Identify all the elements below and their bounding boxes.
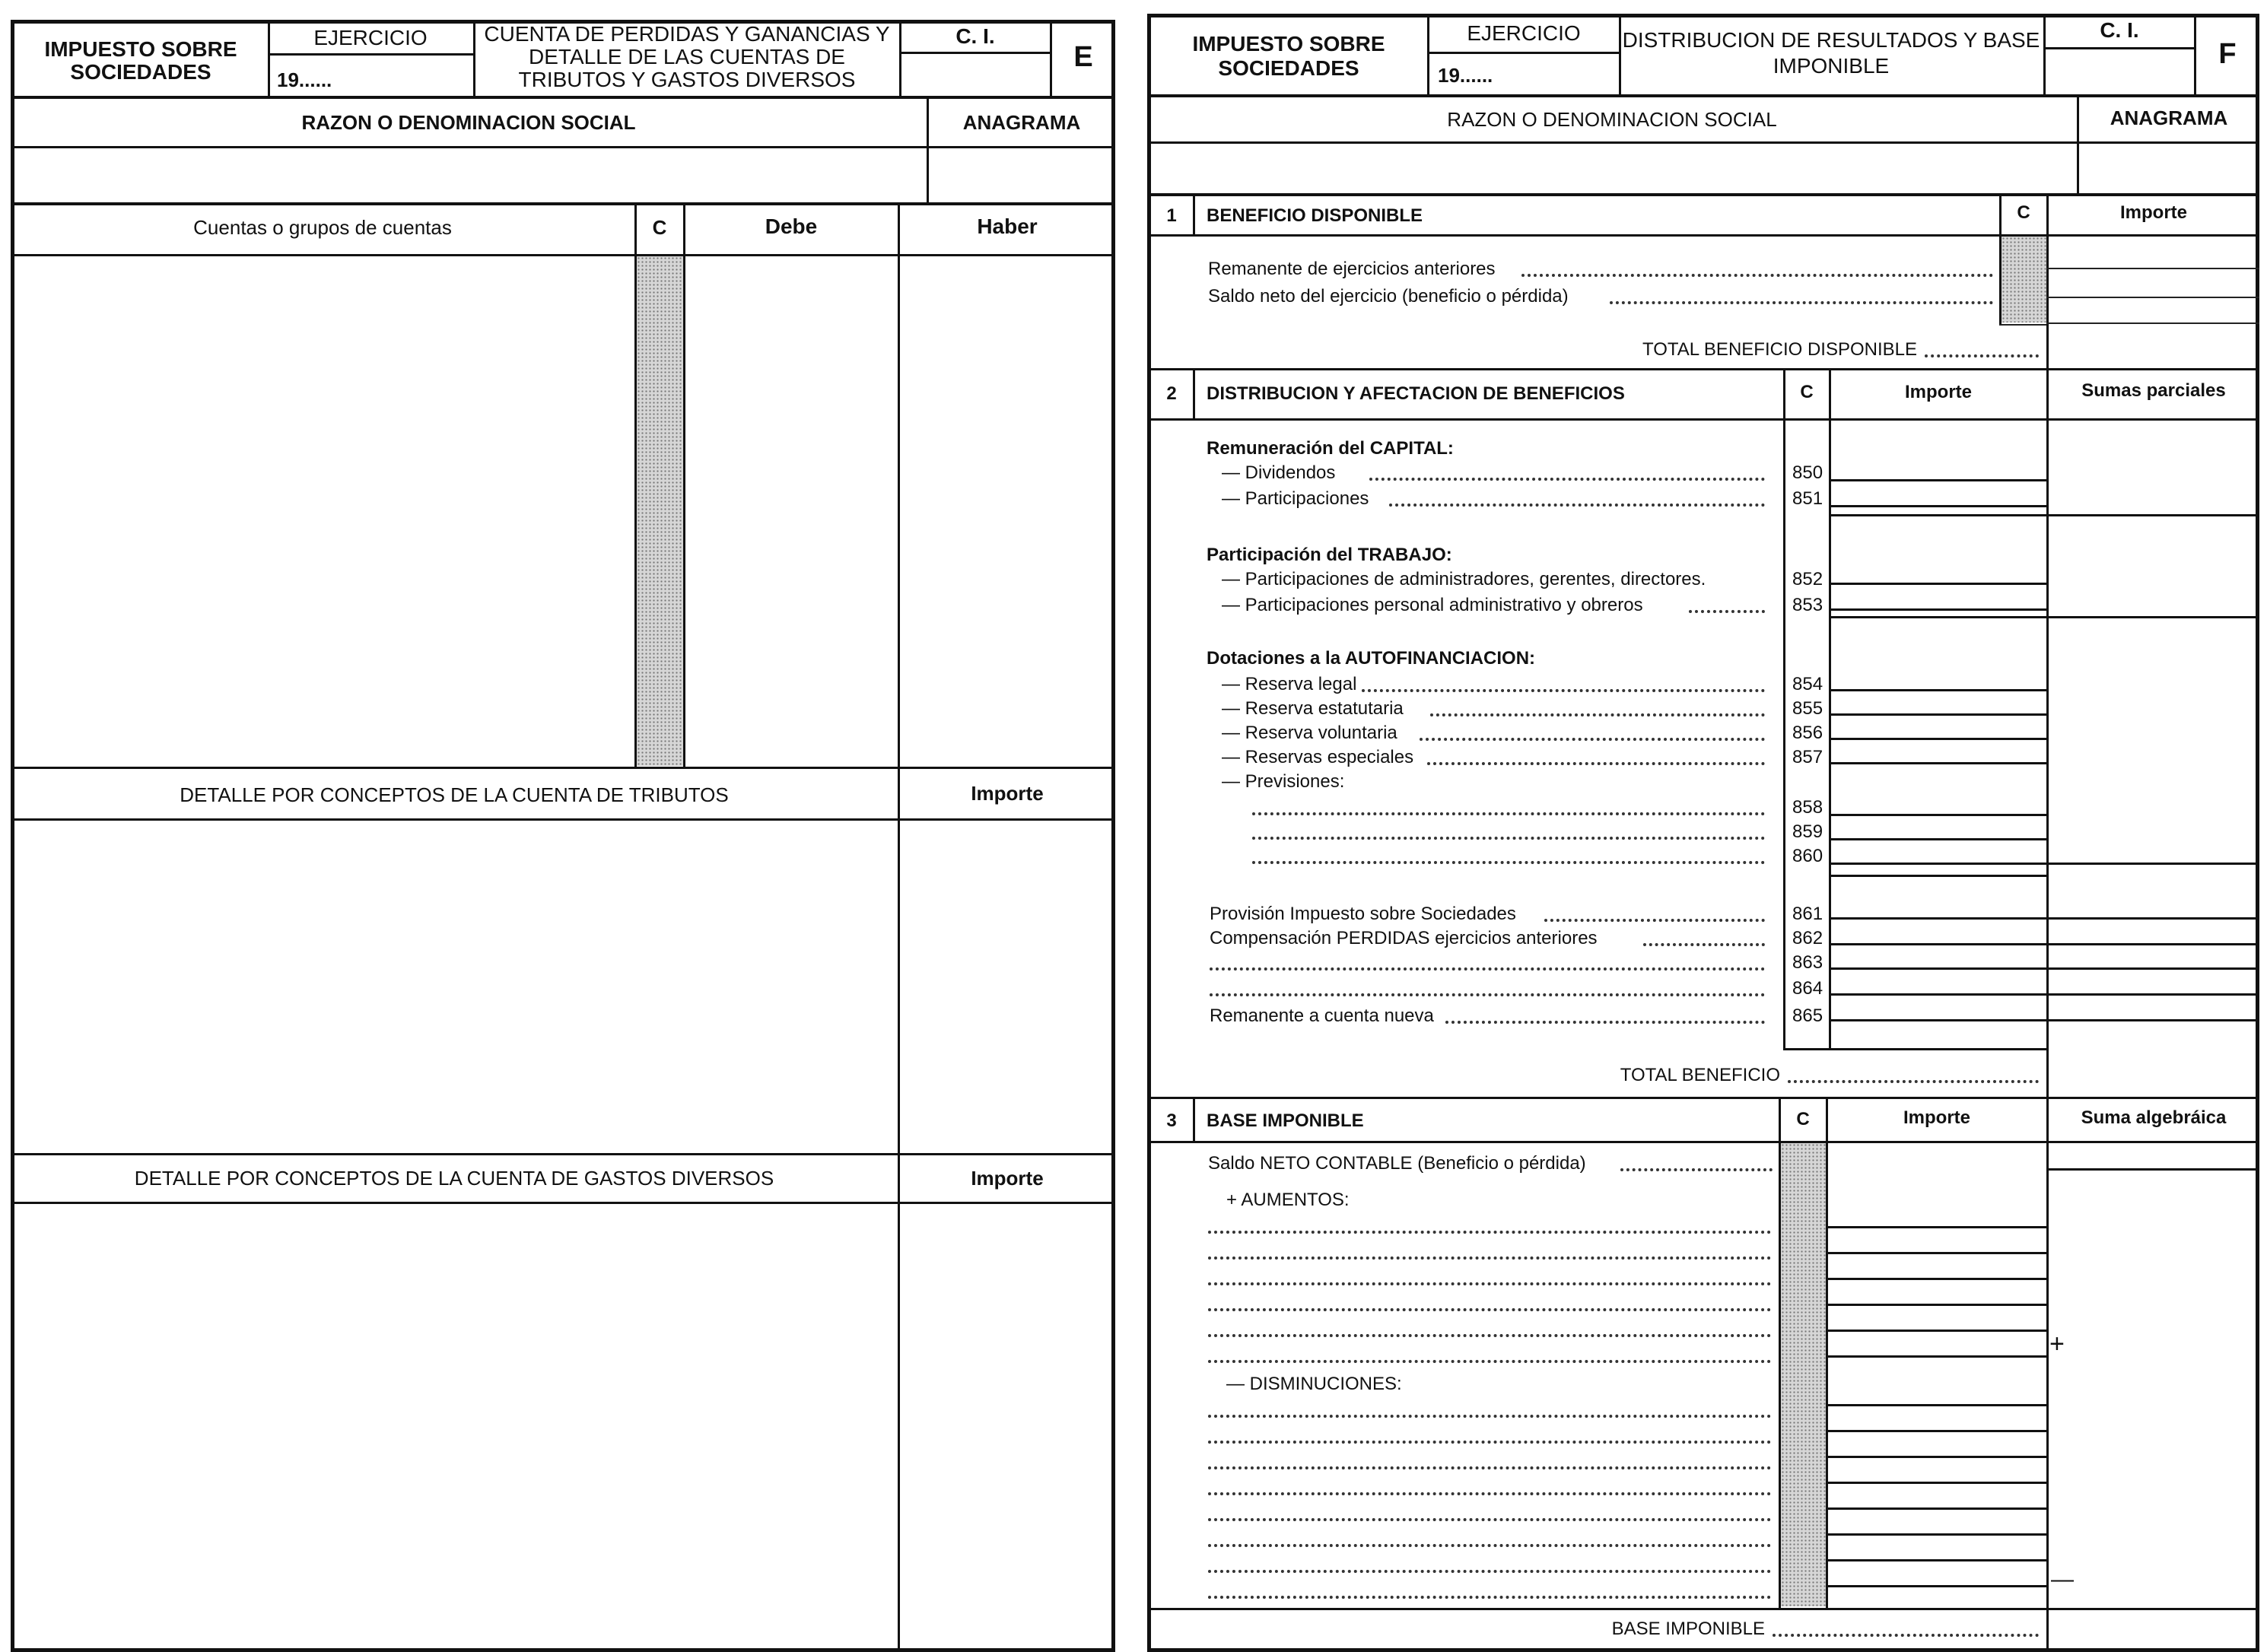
f-anagrama-label: ANAGRAMA xyxy=(2110,106,2228,129)
code-855: 855 xyxy=(1792,698,1823,719)
f-form-title: DISTRIBUCION DE RESULTADOS Y BASE IMPONIBLE xyxy=(1622,28,2040,78)
code-857: 857 xyxy=(1792,747,1823,767)
accounts-haber-area[interactable] xyxy=(901,259,1112,764)
f-ci-label: C. I. xyxy=(2100,18,2139,42)
razon-social-field[interactable] xyxy=(15,151,924,199)
s3-plus-sign: + xyxy=(2049,1330,2065,1358)
s3-total-field[interactable] xyxy=(2049,1611,2256,1647)
gastos-importe-label: Importe xyxy=(971,1167,1044,1190)
s2-remanente: Remanente a cuenta nueva xyxy=(1210,1005,1434,1026)
s2-part-personal: — Participaciones personal administrativo y obreros xyxy=(1222,595,1643,615)
s1-total: TOTAL BENEFICIO DISPONIBLE xyxy=(1642,339,1917,360)
gastos-detail-area[interactable] xyxy=(15,1206,895,1640)
form-title: CUENTA DE PERDIDAS Y GANANCIAS Y DETALLE DE LAS CUENTAS DE TRIBUTOS Y GASTOS DIVERSOS xyxy=(484,22,890,91)
ejercicio-field[interactable]: 19...... xyxy=(277,68,332,91)
code-850: 850 xyxy=(1792,462,1823,483)
code-851: 851 xyxy=(1792,488,1823,509)
razon-social-label: RAZON O DENOMINACION SOCIAL xyxy=(301,111,636,134)
s1-importe-total-field[interactable] xyxy=(2049,327,2256,365)
f-form-letter: F xyxy=(2218,38,2237,70)
s2-participaciones: — Participaciones xyxy=(1222,488,1369,509)
tax-name: IMPUESTO SOBRE SOCIEDADES xyxy=(44,37,237,84)
accounts-header-debe: Debe xyxy=(765,214,818,238)
s3-total: BASE IMPONIBLE xyxy=(1611,1619,1765,1639)
s2-group-capital: Remuneración del CAPITAL: xyxy=(1207,438,1454,459)
accounts-debe-area[interactable] xyxy=(686,259,895,764)
tributos-importe-area[interactable] xyxy=(901,823,1112,1150)
s3-minus-sign: — xyxy=(2051,1567,2074,1592)
f-ejercicio-label: EJERCICIO xyxy=(1467,21,1581,45)
s2-title: DISTRIBUCION Y AFECTACION DE BENEFICIOS xyxy=(1207,383,1625,404)
s3-disminuciones: — DISMINUCIONES: xyxy=(1226,1374,1402,1394)
s3-saldo: Saldo NETO CONTABLE (Beneficio o pérdida) xyxy=(1208,1153,1586,1174)
c-column-shade xyxy=(637,256,683,766)
code-859: 859 xyxy=(1792,821,1823,842)
gastos-importe-area[interactable] xyxy=(901,1206,1112,1640)
code-864: 864 xyxy=(1792,978,1823,999)
s1-c-label: C xyxy=(2017,202,2030,223)
s2-part-admin: — Participaciones de administradores, gerentes, directores. xyxy=(1222,569,1706,589)
code-853: 853 xyxy=(1792,595,1823,615)
form-letter: E xyxy=(1073,41,1093,73)
s2-total-field[interactable] xyxy=(2049,1053,2256,1094)
s3-suma-column[interactable] xyxy=(2049,1145,2256,1605)
f-razon-social-label: RAZON O DENOMINACION SOCIAL xyxy=(1447,108,1777,131)
s1-importe-label: Importe xyxy=(2119,202,2187,223)
anagrama-field[interactable] xyxy=(931,151,1112,199)
s2-group-autofin: Dotaciones a la AUTOFINANCIACION: xyxy=(1207,648,1536,669)
s3-importe-label: Importe xyxy=(1903,1107,1970,1128)
f-razon-social-field[interactable] xyxy=(1152,146,2074,190)
f-tax-name: IMPUESTO SOBRE SOCIEDADES xyxy=(1192,32,1385,80)
tributos-importe-label: Importe xyxy=(971,782,1044,805)
f-ci-field[interactable] xyxy=(2046,50,2192,93)
code-863: 863 xyxy=(1792,952,1823,973)
s1-title: BENEFICIO DISPONIBLE xyxy=(1207,205,1423,226)
s2-reservas-especiales: — Reservas especiales xyxy=(1222,747,1414,767)
s3-title: BASE IMPONIBLE xyxy=(1207,1110,1364,1131)
code-862: 862 xyxy=(1792,928,1823,948)
s2-sumas-label: Sumas parciales xyxy=(2081,380,2226,401)
s1-number: 1 xyxy=(1166,205,1177,226)
s2-c-label: C xyxy=(1800,382,1814,402)
code-865: 865 xyxy=(1792,1005,1823,1026)
ci-field[interactable] xyxy=(902,55,1048,94)
gastos-header: DETALLE POR CONCEPTOS DE LA CUENTA DE GASTOS DIVERSOS xyxy=(134,1167,774,1190)
s1-c-shade xyxy=(2002,237,2046,322)
s3-suma-label: Suma algebráica xyxy=(2081,1107,2227,1128)
code-854: 854 xyxy=(1792,674,1823,694)
s2-provision: Provisión Impuesto sobre Sociedades xyxy=(1210,904,1516,924)
code-856: 856 xyxy=(1792,723,1823,743)
accounts-header-c: C xyxy=(652,216,667,239)
tributos-header: DETALLE POR CONCEPTOS DE LA CUENTA DE TRIBUTOS xyxy=(180,783,729,806)
tributos-detail-area[interactable] xyxy=(15,823,895,1150)
s3-number: 3 xyxy=(1166,1110,1177,1131)
s2-previsiones: — Previsiones: xyxy=(1222,771,1345,792)
s3-importe-column[interactable] xyxy=(1829,1145,2043,1605)
s2-reserva-voluntaria: — Reserva voluntaria xyxy=(1222,723,1397,743)
s2-reserva-estatutaria: — Reserva estatutaria xyxy=(1222,698,1404,719)
ejercicio-label: EJERCICIO xyxy=(313,26,428,49)
code-852: 852 xyxy=(1792,569,1823,589)
code-860: 860 xyxy=(1792,846,1823,866)
f-ejercicio-field[interactable]: 19...... xyxy=(1438,64,1493,87)
s1-row-saldo: Saldo neto del ejercicio (beneficio o pérdida) xyxy=(1208,286,1569,307)
s2-total: TOTAL BENEFICIO xyxy=(1620,1065,1780,1085)
s2-dividendos: — Dividendos xyxy=(1222,462,1336,483)
s1-importe-remanente-field[interactable] xyxy=(2049,237,2256,266)
accounts-header-haber: Haber xyxy=(977,214,1038,238)
s2-sumas-column[interactable] xyxy=(2049,423,2256,1045)
s2-importe-column[interactable] xyxy=(1832,423,2043,1045)
code-861: 861 xyxy=(1792,904,1823,924)
s2-importe-label: Importe xyxy=(1904,382,1972,402)
accounts-cuentas-area[interactable] xyxy=(15,259,631,764)
s1-row-remanente: Remanente de ejercicios anteriores xyxy=(1208,259,1496,279)
s2-number: 2 xyxy=(1166,383,1177,404)
ci-label: C. I. xyxy=(955,24,995,48)
s3-c-shade xyxy=(1781,1143,1826,1606)
f-anagrama-field[interactable] xyxy=(2081,146,2256,190)
code-858: 858 xyxy=(1792,797,1823,818)
s2-group-trabajo: Participación del TRABAJO: xyxy=(1207,545,1452,565)
anagrama-label: ANAGRAMA xyxy=(962,111,1081,134)
s2-compensacion: Compensación PERDIDAS ejercicios anteriores xyxy=(1210,928,1598,948)
s1-importe-saldo-field[interactable] xyxy=(2049,271,2256,295)
s3-c-label: C xyxy=(1796,1109,1810,1129)
accounts-header-cuentas: Cuentas o grupos de cuentas xyxy=(193,216,452,239)
s3-aumentos: + AUMENTOS: xyxy=(1226,1190,1350,1210)
s2-reserva-legal: — Reserva legal xyxy=(1222,674,1357,694)
